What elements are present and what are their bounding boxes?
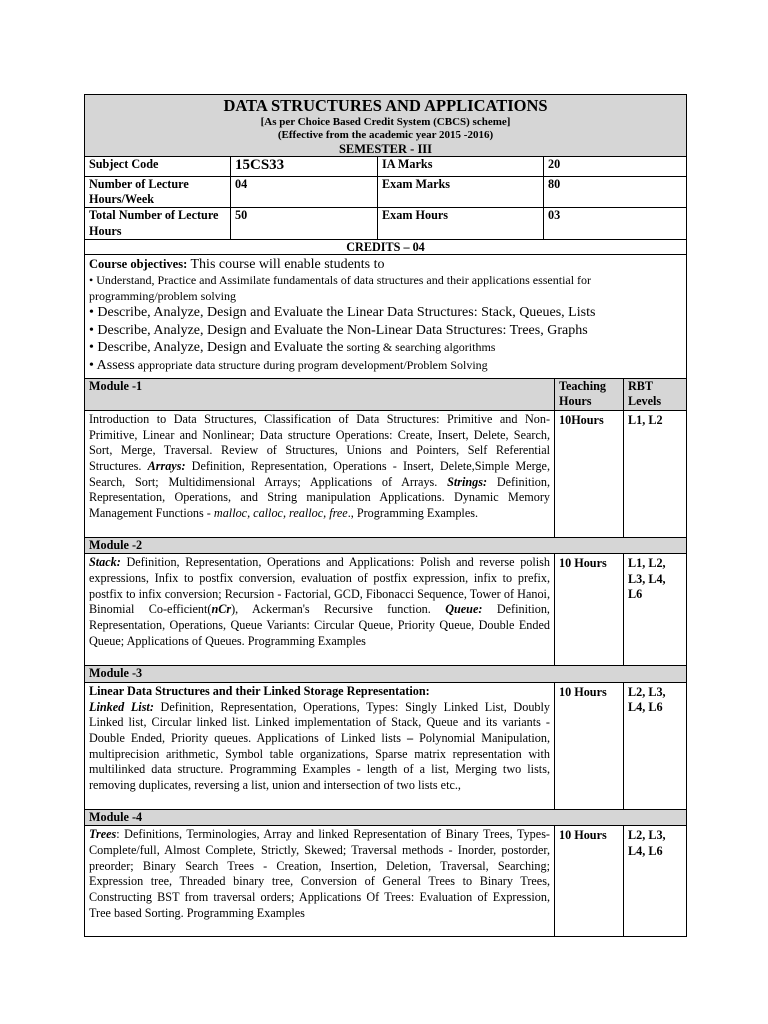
module-2-header-row bbox=[85, 537, 687, 554]
info-row-total-hours bbox=[85, 208, 687, 239]
objective-item-small: appropriate data structure during program development/Problem Solving bbox=[134, 357, 488, 372]
module-2-content-row bbox=[85, 554, 687, 666]
module-hours: 10 Hours bbox=[555, 682, 624, 809]
objective-item-main: • Describe, Analyze, Design and Evaluate the bbox=[89, 340, 344, 356]
credits-row bbox=[85, 239, 687, 254]
exam-marks-label: Exam Marks bbox=[378, 177, 544, 208]
module-title: Module -4 bbox=[85, 809, 687, 826]
objectives-intro: This course will enable students to bbox=[187, 256, 385, 272]
module-3-header-row bbox=[85, 666, 687, 683]
module-text: Definition, Representation, Operations and Applications: Polish and reverse polish expressions, Infix to postfix conversion, evaluation of postfix expression, infix to prefix, postfix to infix conversion; Recursion - Factorial, GCD, Fibonacci Sequence, Tower of Hanoi, Binomial Co-efficient( bbox=[89, 555, 550, 617]
objective-item bbox=[89, 357, 682, 375]
objectives-cell bbox=[85, 254, 687, 378]
lecture-hours-week-value: 04 bbox=[231, 177, 378, 208]
credits-label: CREDITS – 04 bbox=[85, 239, 687, 254]
total-lecture-hours-value: 50 bbox=[231, 208, 378, 239]
syllabus-table bbox=[84, 94, 687, 937]
ia-marks-value: 20 bbox=[544, 157, 687, 177]
lecture-hours-week-label: Number of Lecture Hours/Week bbox=[85, 177, 231, 208]
module-keyword: Arrays: bbox=[147, 458, 186, 473]
module-content bbox=[85, 554, 555, 666]
module-text: Definition, Representation, Operations, and String manipulation Applications. Dynamic Memory Management Functions - bbox=[89, 474, 550, 521]
ia-marks-label: IA Marks bbox=[378, 157, 544, 177]
module-levels: L1, L2, L3, L4, L6 bbox=[624, 554, 687, 666]
module-content bbox=[85, 682, 555, 809]
module-1-content-row bbox=[85, 410, 687, 537]
semester-label: SEMESTER - III bbox=[338, 142, 433, 156]
module-1-header-row bbox=[85, 378, 687, 410]
syllabus-document bbox=[84, 94, 686, 937]
module-title: Module -1 bbox=[85, 378, 555, 410]
subject-code-label: Subject Code bbox=[85, 157, 231, 177]
module-levels: L2, L3, L4, L6 bbox=[624, 682, 687, 809]
exam-hours-label: Exam Hours bbox=[378, 208, 544, 239]
module-keyword: Stack: bbox=[89, 555, 121, 570]
rbt-levels-header: RBT Levels bbox=[624, 378, 687, 410]
info-row-subject bbox=[85, 157, 687, 177]
module-text: Definition, Representation, Operations - Insert, Delete,Simple Merge, Search, Sort; Multidimensional Arrays; Applications of Arrays. bbox=[89, 458, 550, 489]
objectives-label: Course objectives: bbox=[89, 256, 188, 271]
objective-item-small: sorting & searching algorithms bbox=[343, 340, 496, 355]
module-text: Definition, Representation, Operations, Queue Variants: Circular Queue, Priority Queue, Double Ended Queue; Applications of Queues. Programming Examples bbox=[89, 602, 550, 648]
module-keyword: malloc, calloc, realloc, free bbox=[213, 506, 348, 521]
module-text: Polynomial Manipulation, multiprecision arithmetic, Symbol table organizations, Sparse matrix representation with multilinked data structure. Programming Examples - length of a list, Merging two lists, removing duplicates, reversing a list, union and intersection of two lists etc., bbox=[89, 730, 550, 793]
module-content bbox=[85, 410, 555, 537]
module-hours: 10 Hours bbox=[555, 554, 624, 666]
objective-item: • Describe, Analyze, Design and Evaluate the Linear Data Structures: Stack, Queues, Lists bbox=[89, 305, 596, 321]
title-cell bbox=[85, 95, 687, 157]
teaching-hours-header: Teaching Hours bbox=[555, 378, 624, 410]
info-row-lecture-hours bbox=[85, 177, 687, 208]
module-dash: – bbox=[407, 730, 414, 745]
objective-item: • Understand, Practice and Assimilate fundamentals of data structures and their applications essential for programming/problem solving bbox=[89, 273, 592, 303]
module-content bbox=[85, 826, 555, 937]
module-4-content-row bbox=[85, 826, 687, 937]
total-lecture-hours-label: Total Number of Lecture Hours bbox=[85, 208, 231, 239]
module-text: ., Programming Examples. bbox=[347, 506, 479, 521]
objectives-heading bbox=[89, 256, 682, 274]
module-text: ), Ackerman's Recursive function. bbox=[231, 602, 446, 617]
module-hours: 10Hours bbox=[555, 410, 624, 537]
module-3-content-row bbox=[85, 682, 687, 809]
module-keyword: Queue: bbox=[445, 602, 483, 617]
objective-item bbox=[89, 339, 682, 357]
module-text: Introduction to Data Structures, Classification of Data Structures: Primitive and Non- Primitive, Linear and Nonlinear; Data structure Operations: Create, Insert, Delete, Search, Sort, Merge, Traversal. Review of Structures, Unions and Pointers, Self Referential Structures. bbox=[89, 411, 550, 473]
module-4-header-row bbox=[85, 809, 687, 826]
exam-hours-value: 03 bbox=[544, 208, 687, 239]
module-keyword: Linked List: bbox=[89, 699, 154, 714]
exam-marks-value: 80 bbox=[544, 177, 687, 208]
module-hours: 10 Hours bbox=[555, 826, 624, 937]
objective-item: • Describe, Analyze, Design and Evaluate the Non-Linear Data Structures: Trees, Graphs bbox=[89, 322, 588, 338]
module-text: Definition, Representation, Operations, Types: Singly Linked List, Doubly Linked list, Circular linked list. Linked implementation of Stack, Queue and its variants - Double Ended, Priority queues. Applications of Linked lists bbox=[89, 699, 550, 745]
module-levels: L1, L2 bbox=[624, 410, 687, 537]
objectives-row bbox=[85, 254, 687, 378]
module-title: Module -3 bbox=[85, 666, 687, 683]
module-heading: Linear Data Structures and their Linked Storage Representation: bbox=[89, 683, 430, 698]
title-row bbox=[85, 95, 687, 157]
subject-code-value: 15CS33 bbox=[231, 157, 378, 177]
module-keyword: nCr bbox=[211, 602, 232, 617]
module-title: Module -2 bbox=[85, 537, 687, 554]
course-title: DATA STRUCTURES AND APPLICATIONS bbox=[223, 96, 548, 115]
scheme-note: [As per Choice Based Credit System (CBCS) scheme] bbox=[260, 116, 511, 128]
module-keyword: Strings: bbox=[447, 474, 488, 489]
effective-note: (Effective from the academic year 2015 -2016) bbox=[277, 129, 494, 141]
module-keyword: Trees bbox=[89, 827, 117, 842]
module-levels: L2, L3, L4, L6 bbox=[624, 826, 687, 937]
objective-item-main: • Assess bbox=[89, 357, 135, 373]
module-text: : Definitions, Terminologies, Array and linked Representation of Binary Trees, Types- Complete/full, Almost Complete, Strictly, Skewed; Traversal methods - Inorder, postorder, preorder; Binary Search Trees - Creation, Insertion, Deletion, Traversal, Searching; Expression tree, Threaded binary tree, Conversion of General Trees to Binary Trees, Constructing BST from traversal orders; Applications Of Trees: Evaluation of Expression, Tree based Sorting. Programming Examples bbox=[89, 827, 550, 920]
